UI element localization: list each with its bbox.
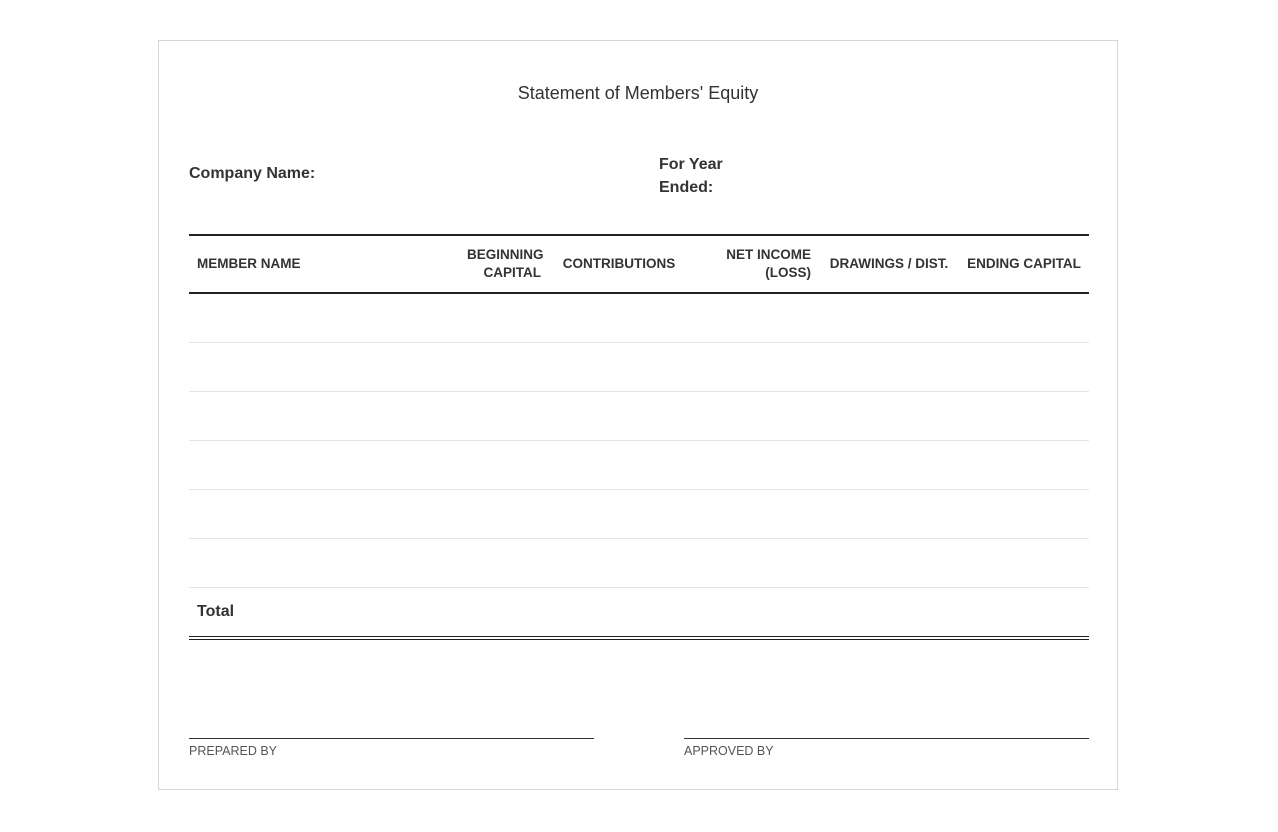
table-row xyxy=(189,490,1089,539)
member-name-cell xyxy=(189,490,459,539)
table-row xyxy=(189,539,1089,588)
table-header-row xyxy=(189,235,1089,293)
member-name-cell xyxy=(189,343,459,392)
table-row xyxy=(189,392,1089,441)
table-row xyxy=(189,441,1089,490)
header-drawings: DRAWINGS / DIST. xyxy=(819,235,959,293)
member-name-cell xyxy=(189,293,459,343)
table-row xyxy=(189,343,1089,392)
prepared-by-signature-line: PREPARED BY xyxy=(189,738,594,758)
member-name-cell xyxy=(189,392,459,441)
total-label: Total xyxy=(189,588,459,639)
header-net-income: NET INCOME (LOSS) xyxy=(689,235,819,293)
header-member-name: MEMBER NAME xyxy=(189,235,459,293)
statement-sheet xyxy=(158,40,1118,790)
header-ending-capital: ENDING CAPITAL xyxy=(959,235,1089,293)
members-equity-table xyxy=(189,234,1089,640)
company-name-label: Company Name: xyxy=(189,165,316,182)
header-contributions: CONTRIBUTIONS xyxy=(549,235,689,293)
member-name-cell xyxy=(189,539,459,588)
document-title: Statement of Members' Equity xyxy=(517,83,759,103)
year-ended-label: For Year Ended: xyxy=(659,156,723,196)
total-row xyxy=(189,588,1089,639)
approved-by-signature-line: APPROVED BY xyxy=(684,738,1089,758)
header-beginning-capital: BEGINNING CAPITAL xyxy=(459,235,549,293)
member-name-cell xyxy=(189,441,459,490)
table-row xyxy=(189,293,1089,343)
